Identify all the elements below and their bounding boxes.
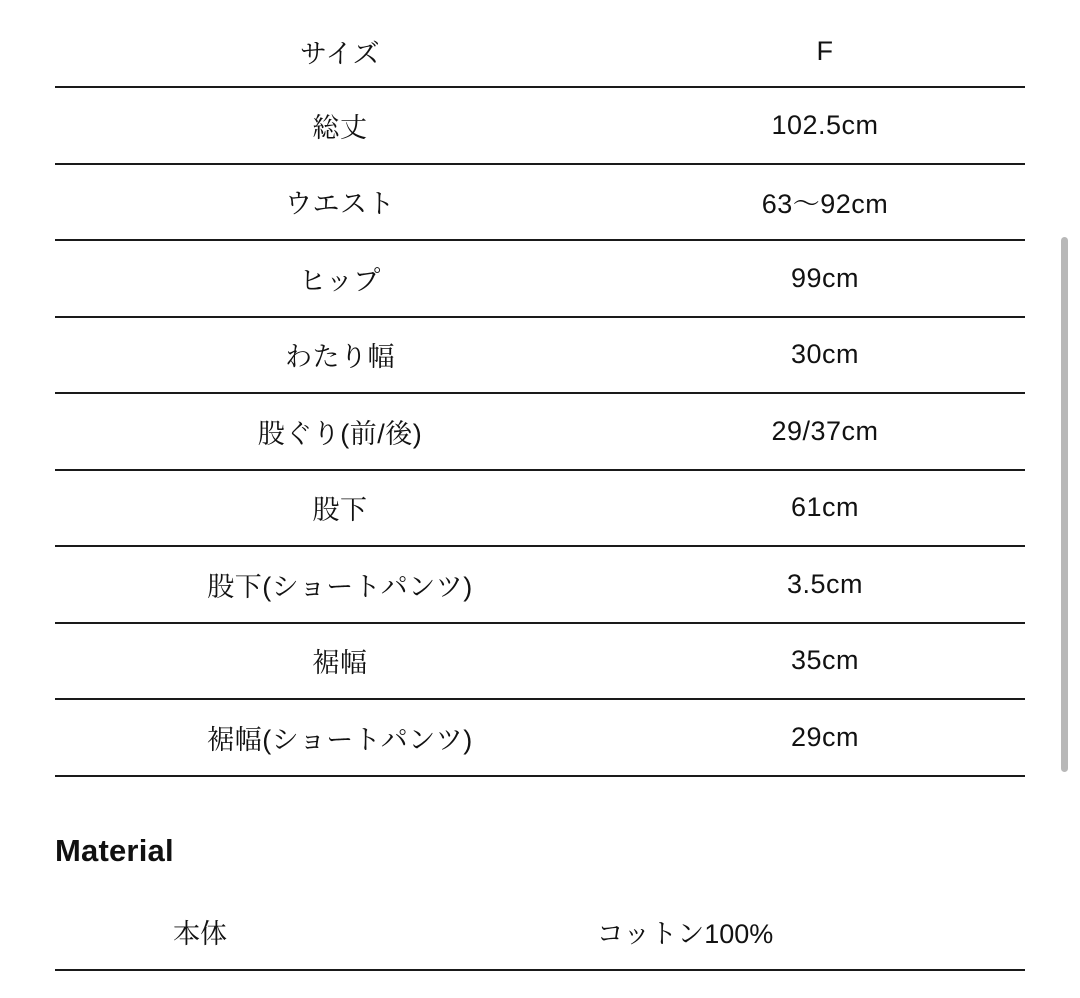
- table-row: [55, 470, 1025, 547]
- table-row: [55, 317, 1025, 394]
- table-row: [55, 893, 1025, 970]
- size-table: [55, 16, 1025, 777]
- size-row-value: 63〜92cm: [625, 164, 1025, 241]
- material-table: [55, 893, 1025, 971]
- table-row: [55, 393, 1025, 470]
- size-row-label: 総丈: [55, 87, 625, 164]
- size-row-value: 99cm: [625, 240, 1025, 317]
- size-table-header-value: F: [625, 16, 1025, 87]
- size-row-value: 30cm: [625, 317, 1025, 394]
- size-row-value: 102.5cm: [625, 87, 1025, 164]
- size-row-label: 裾幅(ショートパンツ): [55, 699, 625, 776]
- material-row-label: 本体: [55, 893, 345, 970]
- material-row-value: コットン100%: [345, 893, 1025, 970]
- size-row-value: 61cm: [625, 470, 1025, 547]
- size-table-body: [55, 16, 1025, 776]
- size-table-header-label: サイズ: [55, 16, 625, 87]
- material-table-body: [55, 893, 1025, 970]
- size-row-label: 裾幅: [55, 623, 625, 700]
- size-row-value: 29cm: [625, 699, 1025, 776]
- table-row: [55, 699, 1025, 776]
- table-row: [55, 164, 1025, 241]
- table-row: [55, 623, 1025, 700]
- size-row-label: 股ぐり(前/後): [55, 393, 625, 470]
- size-row-label: 股下(ショートパンツ): [55, 546, 625, 623]
- size-table-header-row: [55, 16, 1025, 87]
- table-row: [55, 87, 1025, 164]
- size-row-label: ヒップ: [55, 240, 625, 317]
- size-row-value: 29/37cm: [625, 393, 1025, 470]
- size-row-value: 35cm: [625, 623, 1025, 700]
- size-row-value: 3.5cm: [625, 546, 1025, 623]
- table-row: [55, 240, 1025, 317]
- scrollbar-track[interactable]: [1066, 0, 1074, 998]
- size-row-label: わたり幅: [55, 317, 625, 394]
- scrollbar-thumb[interactable]: [1061, 237, 1068, 772]
- material-heading: Material: [55, 833, 174, 868]
- size-row-label: ウエスト: [55, 164, 625, 241]
- table-row: [55, 546, 1025, 623]
- size-row-label: 股下: [55, 470, 625, 547]
